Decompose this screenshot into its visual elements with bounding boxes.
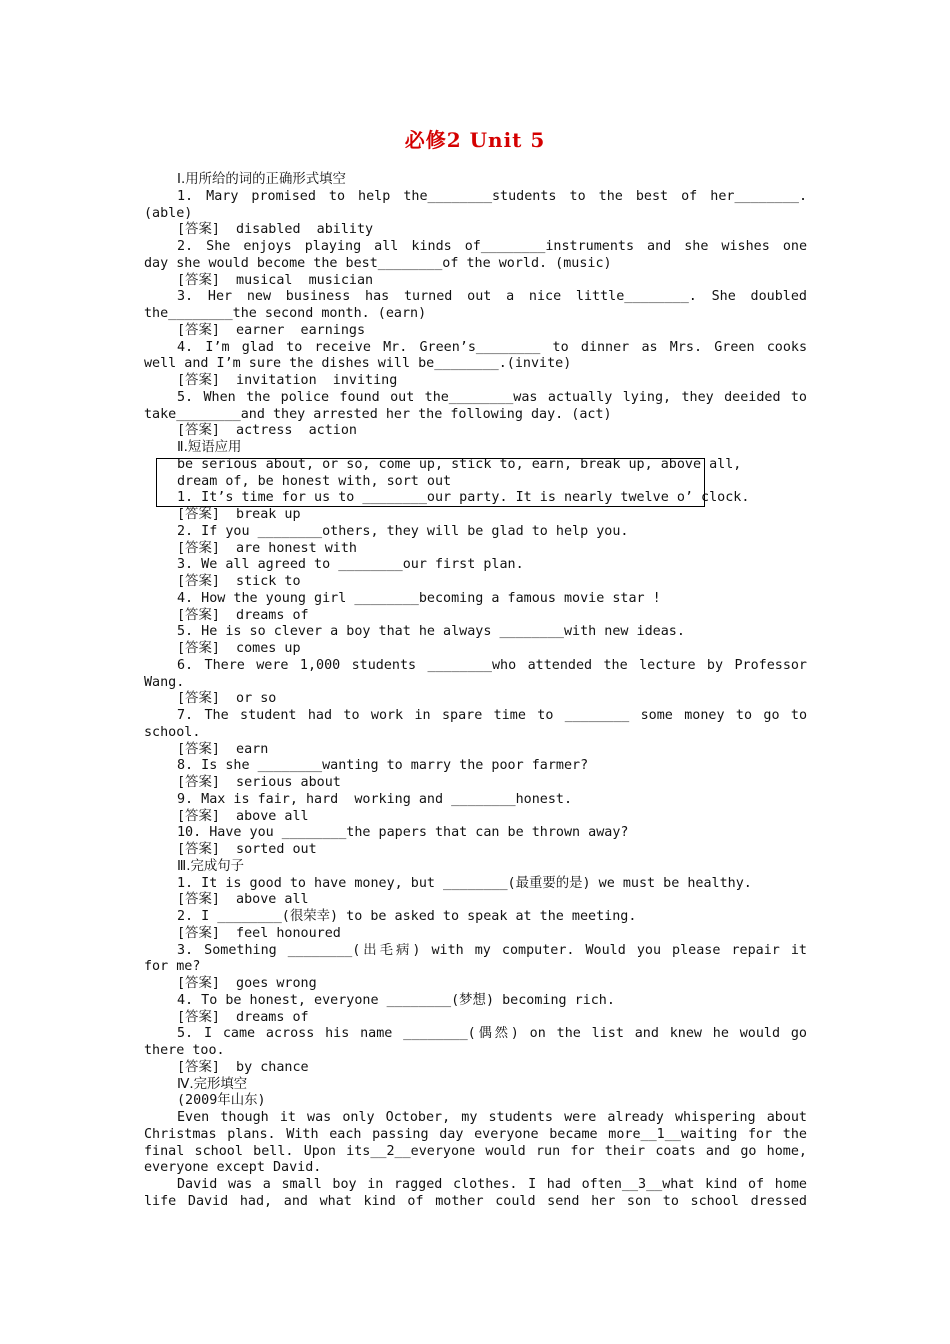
- text-line: 1. It’s time for us to ________our party. It is nearly twelve o’ clock.: [177, 490, 750, 506]
- text-line: life David had, and what kind of mother could send her son to school dressed: [144, 1193, 807, 1209]
- section-heading: Ⅲ.完成句子: [177, 858, 245, 874]
- text-line: the________the second month. (earn): [144, 306, 427, 321]
- text-line: 1. It is good to have money, but ________(最重要的是) we must be healthy.: [177, 875, 752, 891]
- text-line: [答案] dreams of: [177, 607, 309, 623]
- text-line: there too.: [144, 1043, 225, 1058]
- text-line: Wang.: [144, 674, 185, 690]
- text-line: 8. Is she ________wanting to marry the poor farmer?: [177, 758, 589, 774]
- text-line: [答案] serious about: [177, 775, 341, 790]
- text-line: [答案] musical musician: [177, 272, 374, 288]
- section-heading: Ⅱ.短语应用: [177, 440, 242, 455]
- text-line: [答案] above all: [177, 892, 309, 908]
- page-title: 必修2 Unit 5: [404, 128, 546, 152]
- phrase-bank-box: [156, 458, 705, 507]
- text-line: for me?: [144, 959, 201, 975]
- text-line: [答案] by chance: [177, 1059, 309, 1075]
- text-line: [答案] invitation inviting: [177, 373, 398, 388]
- text-line: [答案] above all: [177, 808, 309, 824]
- section-heading: Ⅳ.完形填空: [177, 1076, 248, 1092]
- text-line: 4. To be honest, everyone ________(梦想) becoming rich.: [177, 992, 615, 1008]
- text-line: [答案] are honest with: [177, 540, 357, 556]
- section-heading: Ⅰ.用所给的词的正确形式填空: [177, 172, 346, 187]
- text-line: (2009年山东): [177, 1093, 266, 1109]
- text-line: 2. I ________(很荣幸) to be asked to speak at the meeting.: [177, 909, 637, 924]
- text-line: [答案] dreams of: [177, 1009, 309, 1025]
- text-line: Christmas plans. With each passing day everyone became more__1__waiting for the: [144, 1126, 807, 1142]
- text-line: David was a small boy in ragged clothes. I had often__3__what kind of home: [177, 1177, 807, 1192]
- text-line: 10. Have you ________the papers that can be thrown away?: [177, 825, 629, 841]
- text-line: Even though it was only October, my students were already whispering about: [177, 1110, 807, 1125]
- text-line: 3. We all agreed to ________our first plan.: [177, 557, 524, 573]
- text-line: 7. The student had to work in spare time to ________ some money to go to: [177, 708, 807, 723]
- text-line: everyone except David.: [144, 1160, 322, 1176]
- text-line: 3. Something ________(出毛病) with my computer. Would you please repair it: [177, 942, 807, 958]
- text-line: [答案] break up: [177, 507, 301, 522]
- text-line: dream of, be honest with, sort out: [177, 473, 452, 489]
- text-line: be serious about, or so, come up, stick to, earn, break up, above all,: [177, 456, 742, 472]
- text-line: take________and they arrested her the following day. (act): [144, 406, 612, 422]
- text-line: (able): [144, 205, 193, 221]
- text-line: [答案] disabled ability: [177, 222, 374, 238]
- text-line: 5. I came across his name ________(偶然) on the list and knew he would go: [177, 1026, 807, 1042]
- text-line: [答案] actress action: [177, 423, 357, 439]
- text-line: [答案] comes up: [177, 641, 301, 656]
- text-line: [答案] goes wrong: [177, 976, 317, 991]
- document-body: [144, 172, 807, 1211]
- text-line: 6. There were 1,000 students ________who attended the lecture by Professor: [177, 657, 807, 673]
- text-line: 5. When the police found out the________was actually lying, they deeided to: [177, 389, 807, 405]
- text-line: [答案] or so: [177, 691, 277, 707]
- text-line: final school bell. Upon its__2__everyone would run for their coats and go home,: [144, 1143, 807, 1159]
- text-line: 2. If you ________others, they will be glad to help you.: [177, 523, 629, 539]
- text-line: [答案] stick to: [177, 574, 301, 589]
- text-line: school.: [144, 724, 201, 740]
- text-line: day she would become the best________of the world. (music): [144, 255, 612, 271]
- text-line: [答案] feel honoured: [177, 925, 341, 941]
- text-line: 4. How the young girl ________becoming a famous movie star !: [177, 590, 661, 606]
- text-line: [答案] earn: [177, 741, 269, 757]
- text-line: well and I’m sure the dishes will be________.(invite): [144, 356, 572, 372]
- text-line: 2. She enjoys playing all kinds of________instruments and she wishes one: [177, 239, 807, 254]
- text-line: 4. I’m glad to receive Mr. Green’s________ to dinner as Mrs. Green cooks: [177, 339, 807, 355]
- text-line: 1. Mary promised to help the________students to the best of her________.: [177, 188, 807, 204]
- text-line: 5. He is so clever a boy that he always ________with new ideas.: [177, 624, 685, 640]
- text-line: 9. Max is fair, hard working and ________honest.: [177, 791, 573, 807]
- text-line: 3. Her new business has turned out a nice little________. She doubled: [177, 289, 807, 305]
- text-line: [答案] sorted out: [177, 842, 317, 857]
- text-line: [答案] earner earnings: [177, 322, 366, 338]
